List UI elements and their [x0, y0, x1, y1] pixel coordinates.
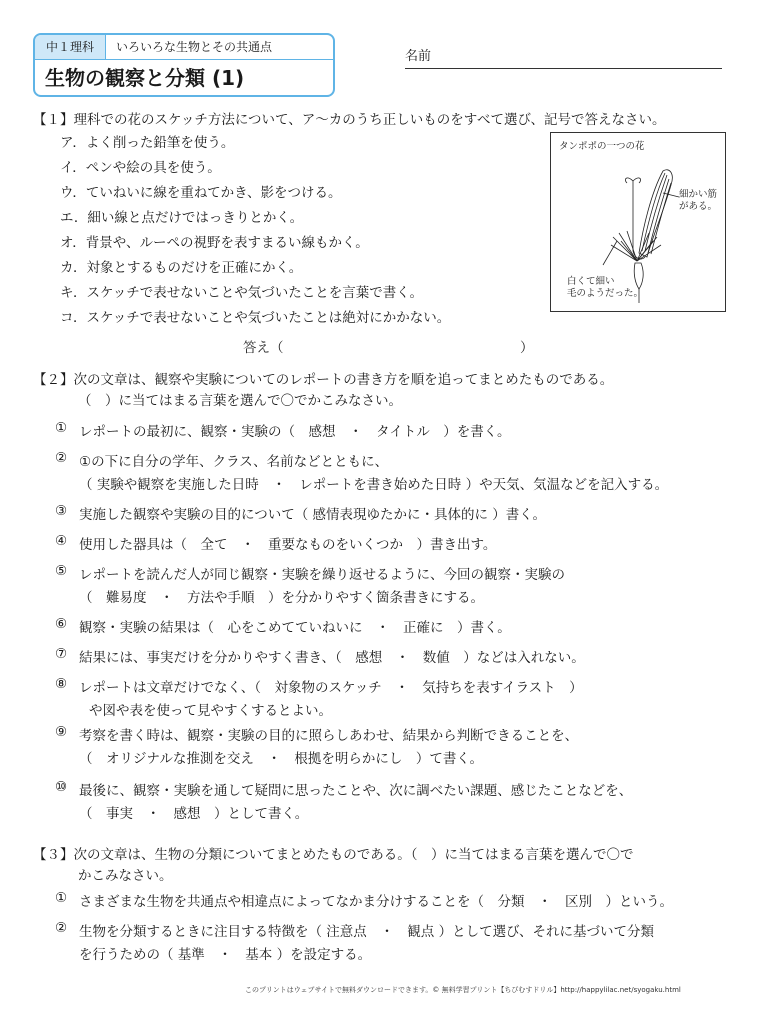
q2-item-text: や図や表を使って見やすくするとよい。 [89, 703, 332, 719]
option-text: ペンや絵の具を使う。 [85, 160, 221, 176]
q3-item-number: ① [55, 890, 68, 906]
q3-prompt-line2: かこみなさい。 [78, 868, 173, 884]
footer-note: このプリントはウェブサイトで無料ダウンロードできます。© 無料学習プリント【ちびむすドリル】http://happylilac.net/syogaku.html [245, 986, 681, 994]
q1-option [60, 206, 303, 226]
q1-option [60, 256, 302, 276]
q2-item-text[interactable]: 使用した器具は（ 全て ・ 重要なものをいくつか ）書き出す。 [79, 537, 497, 553]
option-text: 背景や、ルーペの視野を表すまるい線もかく。 [85, 235, 369, 251]
option-label: ウ． [60, 185, 86, 201]
q3-item-text[interactable]: さまざまな生物を共通点や相違点によってなかま分けすることを（ 分類 ・ 区別 ）という。 [79, 894, 673, 910]
q1-option [60, 231, 369, 251]
q2-item-number: ② [55, 450, 68, 466]
q2-item-text[interactable]: （ オリジナルな推測を交え ・ 根拠を明らかにし ）て書く。 [79, 751, 484, 767]
q3-item-number: ② [55, 920, 68, 936]
option-label: ア． [60, 135, 86, 151]
option-label: カ． [60, 260, 87, 276]
q1-option [60, 306, 450, 326]
q1-prompt: 【１】理科での花のスケッチ方法について、ア～カのうち正しいものをすべて選び、記号で答えなさい。 [33, 112, 666, 128]
option-text: スケッチで表せないことや気づいたことを言葉で書く。 [86, 285, 424, 301]
q3-item-text[interactable]: を行うための（ 基準 ・ 基本 ）を設定する。 [79, 947, 372, 963]
q2-item-number: ⑤ [55, 563, 68, 579]
q2-item-text: ①の下に自分の学年、クラス、名前などとともに、 [79, 454, 389, 470]
q3-item-text[interactable]: 生物を分類するときに注目する特徴を（ 注意点 ・ 観点 ）として選び、それに基づいて分類 [79, 924, 655, 940]
name-field-line[interactable] [405, 68, 722, 69]
q1-answer-field[interactable] [290, 336, 515, 354]
option-label: エ． [60, 210, 88, 226]
header-top-row [35, 35, 333, 60]
figure-caption: タンポポの一つの花 [559, 141, 645, 152]
option-label: オ． [60, 235, 86, 251]
q2-item-number: ⑧ [55, 676, 68, 692]
figure-label-hairs: 白くて細い 毛のようだった。 [567, 276, 644, 299]
figure-label-veins: 細かい筋 がある。 [679, 189, 718, 212]
q2-item-text[interactable]: 結果には、事実だけを分かりやすく書き、（ 感想 ・ 数値 ）などは入れない。 [79, 650, 585, 666]
q2-item-text[interactable]: レポートは文章だけでなく、（ 対象物のスケッチ ・ 気持ちを表すイラスト ） [79, 680, 583, 696]
option-text: スケッチで表せないことや気づいたことは絶対にかかない。 [86, 310, 451, 326]
q2-item-text: レポートを読んだ人が同じ観察・実験を繰り返せるように、今回の観察・実験の [79, 567, 565, 583]
grade-label: 中１理科 [35, 35, 106, 59]
option-label: イ． [60, 160, 86, 176]
q3-prompt-line1: 【３】次の文章は、生物の分類についてまとめたものである。（ ）に当てはまる言葉を選んで〇で [33, 847, 634, 863]
q2-item-text[interactable]: （ 事実 ・ 感想 ）として書く。 [79, 806, 309, 822]
option-label: コ． [60, 310, 87, 326]
header-box [33, 33, 335, 97]
page-title: 生物の観察と分類 (1) [45, 66, 245, 90]
q1-answer-open: 答え（ [243, 340, 284, 356]
q1-option [60, 181, 342, 201]
q2-item-text[interactable]: （ 実験や観察を実施した日時 ・ レポートを書き始めた日時 ）や天気、気温などを記入する。 [79, 477, 669, 493]
q2-prompt-line1: 【２】次の文章は、観察や実験についてのレポートの書き方を順を追ってまとめたものである。 [33, 372, 614, 388]
name-label: 名前 [405, 49, 432, 64]
q2-item-number: ⑨ [55, 724, 68, 740]
q2-item-text[interactable]: 観察・実験の結果は（ 心をこめてていねいに ・ 正確に ）書く。 [79, 620, 511, 636]
q1-option [60, 131, 234, 151]
q2-item-number: ① [55, 420, 68, 436]
option-text: 対象とするものだけを正確にかく。 [86, 260, 303, 276]
dandelion-figure [550, 132, 726, 312]
q2-item-text[interactable]: 実施した観察や実験の目的について（ 感情表現ゆたかに・具体的に ）書く。 [79, 507, 547, 523]
q2-item-text: 考察を書く時は、観察・実験の目的に照らしあわせ、結果から判断できることを、 [79, 728, 579, 744]
option-label: キ． [60, 285, 87, 301]
q2-item-text[interactable]: レポートの最初に、観察・実験の（ 感想 ・ タイトル ）を書く。 [79, 424, 511, 440]
option-text: 細い線と点だけではっきりとかく。 [87, 210, 304, 226]
option-text: よく削った鉛筆を使う。 [85, 135, 235, 151]
q2-item-number: ⑥ [55, 616, 68, 632]
option-text: ていねいに線を重ねてかき、影をつける。 [85, 185, 342, 201]
q2-prompt-line2: （ ）に当てはまる言葉を選んで〇でかこみなさい。 [78, 393, 402, 409]
q2-item-number: ④ [55, 533, 68, 549]
q2-item-number: ⑦ [55, 646, 68, 662]
q2-item-number: ③ [55, 503, 68, 519]
q2-item-text[interactable]: （ 難易度 ・ 方法や手順 ）を分かりやすく箇条書きにする。 [79, 590, 484, 606]
topic-label: いろいろな生物とその共通点 [116, 40, 273, 54]
q1-option [60, 156, 221, 176]
q1-option [60, 281, 423, 301]
q2-item-text: 最後に、観察・実験を通して疑問に思ったことや、次に調べたい課題、感じたことなどを、 [79, 783, 633, 799]
q1-answer-close: ） [520, 340, 534, 356]
q2-item-number: ⑩ [55, 779, 68, 795]
